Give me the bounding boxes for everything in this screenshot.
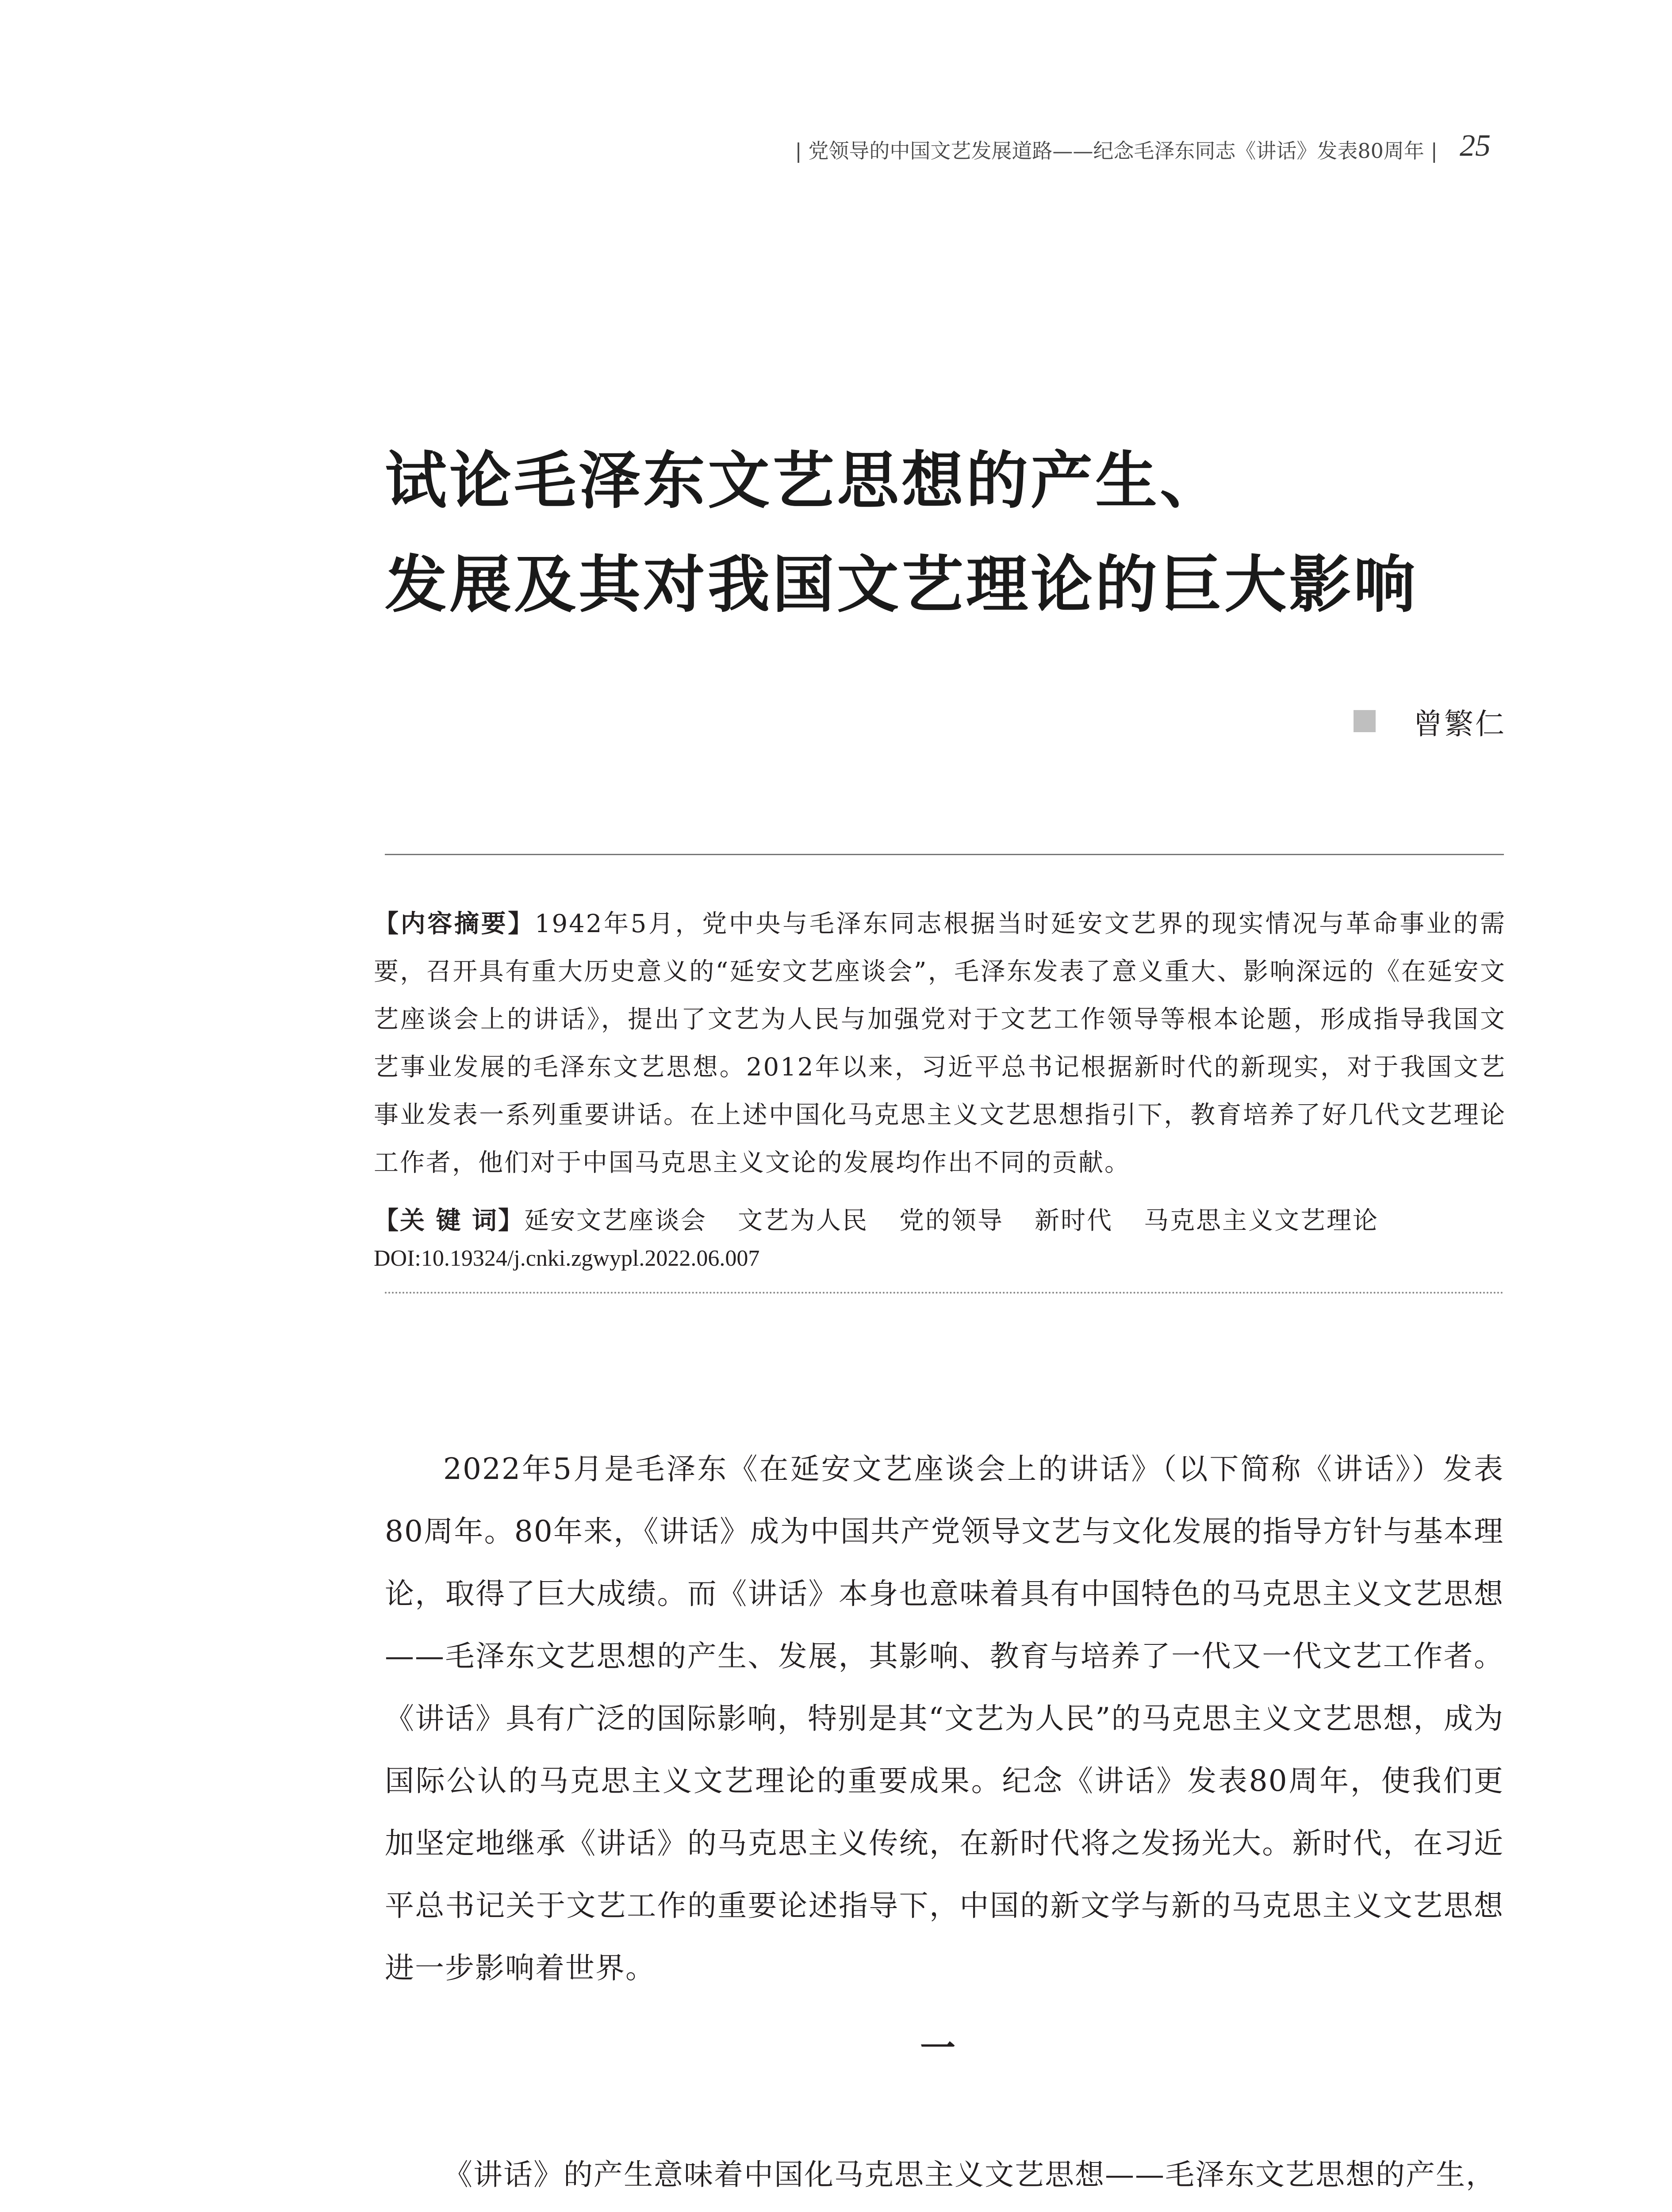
- article-title-line-2: 发展及其对我国文艺理论的巨大影响: [385, 549, 1419, 621]
- page-number: 25: [1460, 129, 1491, 163]
- abstract-label: 【内容摘要】: [374, 910, 535, 938]
- keyword-item: 新时代: [1035, 1206, 1113, 1235]
- abstract-text: 1942年5月，党中央与毛泽东同志根据当时延安文艺界的现实情况与革命事业的需要，召开具有重大历史意义的“延安文艺座谈会”，毛泽东发表了意义重大、影响深远的《在延安文艺座谈会上的讲话》，提出了文艺为人民与加强党对于文艺工作领导等根本论题，形成指导我国文艺事业发展的毛泽东文艺思想。2012年以来，习近平总书记根据新时代的新现实，对于我国文艺事业发表一系列重要讲话。在上述中国化马克思主义文艺思想指引下，教育培养了好几代文艺理论工作者，他们对于中国马克思主义文论的发展均作出不同的贡献。: [374, 910, 1507, 1177]
- keyword-item: 马克思主义文艺理论: [1144, 1206, 1379, 1235]
- section-heading: 一: [920, 2027, 955, 2069]
- abstract: [374, 900, 1506, 1187]
- keyword-item: 文艺为人民: [738, 1206, 868, 1235]
- body-paragraph-2: 《讲话》的产生意味着中国化马克思主义文艺思想——毛泽东文艺思想的产生，: [443, 2158, 1496, 2192]
- top-divider: [385, 854, 1504, 855]
- keyword-item: 党的领导: [899, 1206, 1004, 1235]
- article-title-line-1: 试论毛泽东文艺思想的产生、: [385, 445, 1225, 517]
- body-paragraph-1: 2022年5月是毛泽东《在延安文艺座谈会上的讲话》（以下简称《讲话》）发表80周年。80年来，《讲话》成为中国共产党领导文艺与文化发展的指导方针与基本理论，取得了巨大成绩。而《讲话》本身也意味着具有中国特色的马克思主义文艺思想——毛泽东文艺思想的产生、发展，其影响、教育与培养了一代又一代文艺工作者。《讲话》具有广泛的国际影响，特别是其“文艺为人民”的马克思主义文艺思想，成为国际公认的马克思主义文艺理论的重要成果。纪念《讲话》发表80周年，使我们更加坚定地继承《讲话》的马克思主义传统，在新时代将之发扬光大。新时代，在习近平总书记关于文艺工作的重要论述指导下，中国的新文学与新的马克思主义文艺思想进一步影响着世界。: [385, 1452, 1504, 1985]
- keyword-item: 延安文艺座谈会: [524, 1206, 707, 1235]
- author-marker-square: [1354, 710, 1376, 732]
- running-head: | 党领导的中国文艺发展道路——纪念毛泽东同志《讲话》发表80周年 |: [795, 139, 1438, 163]
- author-name: 曾繁仁: [1413, 707, 1506, 741]
- doi: DOI:10.19324/j.cnki.zgwypl.2022.06.007: [374, 1246, 760, 1271]
- keywords: [374, 1201, 1506, 1237]
- dotted-divider: [385, 1292, 1504, 1294]
- keywords-label: 【关 键 词】: [374, 1206, 524, 1235]
